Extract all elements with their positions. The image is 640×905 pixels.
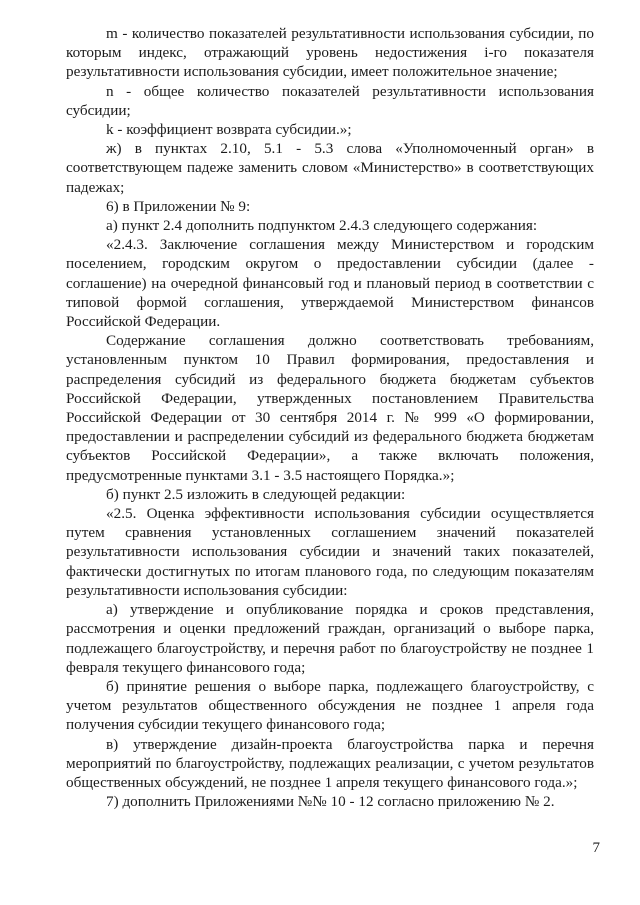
paragraph: n - общее количество показателей результативности использования субсидии; xyxy=(66,82,594,119)
paragraph: 7) дополнить Приложениями №№ 10 - 12 согласно приложению № 2. xyxy=(106,793,555,811)
paragraph: k - коэффициент возврата субсидии.»; xyxy=(106,121,352,139)
paragraph: б) принятие решения о выборе парка, подлежащего благоустройству, с учетом результатов общественного обсуждения не позднее 1 апреля года получения субсидии текущего финансового года; xyxy=(66,677,594,734)
document-body xyxy=(66,24,594,811)
paragraph: «2.5. Оценка эффективности использования субсидии осуществляется путем сравнения установленных соглашением значений показателей результативности использования субсидии и значений таких показателей, фактически достигнутых по итогам планового года, по следующим показателям результативности использования субсидии: xyxy=(66,505,594,599)
paragraph: m - количество показателей результативности использования субсидии, по которым индекс, отражающий уровень недостижения i-го показателя результативности использования субсидии, имеет положительное значение; xyxy=(66,25,594,81)
page-number: 7 xyxy=(592,840,600,856)
paragraph: ж) в пунктах 2.10, 5.1 - 5.3 слова «Уполномоченный орган» в соответствующем падеже заменить словом «Министерство» в соответствующих падежах; xyxy=(66,140,594,196)
paragraph: а) пункт 2.4 дополнить подпунктом 2.4.3 следующего содержания: xyxy=(106,217,538,235)
paragraph: б) пункт 2.5 изложить в следующей редакции: xyxy=(106,485,406,503)
paragraph: Содержание соглашения должно соответствовать требованиям, установленным пунктом 10 Правил формирования, предоставления и распределения субсидий из федерального бюджета бюджетам субъектов Российской Федерации, утвержденных постановлением Правительства Российской Федерации от 30 сентября 2014 г. № 999 «О формировании, предоставлении и распределении субсидий из федерального бюджета бюджетам субъектов Российской Федерации», а также включать положения, предусмотренные пунктами 3.1 - 3.5 настоящего Порядка.»; xyxy=(66,332,594,484)
paragraph: в) утверждение дизайн-проекта благоустройства парка и перечня мероприятий по благоустройству, подлежащих реализации, с учетом результатов общественных обсуждений, не позднее 1 апреля текущего финансового года.»; xyxy=(66,735,594,791)
paragraph: «2.4.3. Заключение соглашения между Министерством и городским поселением, городским округом о предоставлении субсидии (далее - соглашение) на очередной финансовый год и плановый период в соответствии с типовой формой соглашения, утверждаемой Министерством финансов Российской Федерации. xyxy=(66,236,594,331)
paragraph: 6) в Приложении № 9: xyxy=(106,197,251,215)
paragraph: а) утверждение и опубликование порядка и сроков представления, рассмотрения и оценки предложений граждан, организаций о выборе парка, подлежащего благоустройству, и перечня работ по благоустройству не позднее 1 февраля текущего финансового года; xyxy=(66,601,594,676)
